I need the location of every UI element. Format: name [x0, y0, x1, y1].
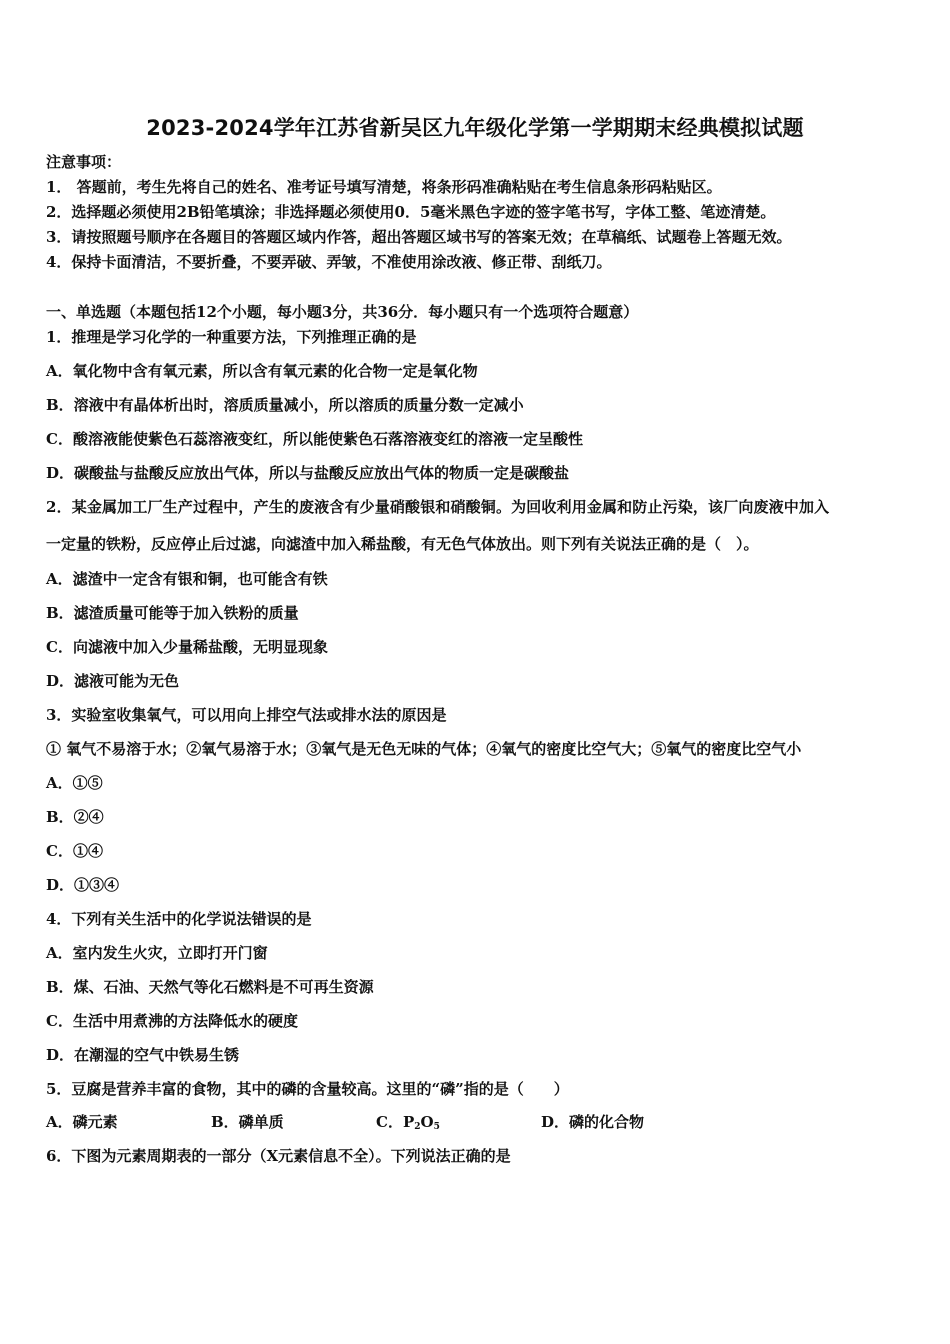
notice-item-2: 2．选择题必须使用2B铅笔填涂；非选择题必须使用0．5毫米黑色字迹的签字笔书写，字体工整、笔迹清楚。	[46, 203, 776, 221]
q3-option-d: D．①③④	[46, 876, 120, 894]
notice-item-3: 3．请按照题号顺序在各题目的答题区域内作答，超出答题区域书写的答案无效；在草稿纸、试题卷上答题无效。	[46, 228, 792, 246]
q2-stem-line2: 一定量的铁粉，反应停止后过滤，向滤渣中加入稀盐酸，有无色气体放出。则下列有关说法正确的是（ ）。	[46, 535, 759, 553]
q3-option-b: B．②④	[46, 808, 104, 826]
q3-stem: 3．实验室收集氧气，可以用向上排空气法或排水法的原因是	[46, 706, 447, 724]
page-title: 2023-2024学年江苏省新吴区九年级化学第一学期期末经典模拟试题	[146, 116, 804, 140]
q2-option-a: A．滤渣中一定含有银和铜，也可能含有铁	[46, 570, 328, 588]
q1-stem: 1．推理是学习化学的一种重要方法，下列推理正确的是	[46, 328, 417, 346]
q2-option-d: D．滤液可能为无色	[46, 672, 180, 690]
q5-options	[46, 1112, 906, 1132]
q3-facts: ① 氧气不易溶于水；②氧气易溶于水；③氧气是无色无味的气体；④氧气的密度比空气大；⑤氧气的密度比空气小	[46, 740, 802, 758]
notice-item-4: 4．保持卡面清洁，不要折叠，不要弄破、弄皱，不准使用涂改液、修正带、刮纸刀。	[46, 253, 612, 271]
q3-option-a: A．①⑤	[46, 774, 103, 792]
q1-option-d: D．碳酸盐与盐酸反应放出气体，所以与盐酸反应放出气体的物质一定是碳酸盐	[46, 464, 570, 482]
q4-option-a: A．室内发生火灾，立即打开门窗	[46, 944, 268, 962]
q1-option-b: B．溶液中有晶体析出时，溶质质量减小，所以溶质的质量分数一定减小	[46, 396, 524, 414]
q4-option-d: D．在潮湿的空气中铁易生锈	[46, 1046, 240, 1064]
q5-stem: 5．豆腐是营养丰富的食物，其中的磷的含量较高。这里的“磷”指的是（ ）	[46, 1080, 569, 1098]
q5-option-c: C．$P_2O_5$	[376, 1113, 440, 1132]
q5-option-b: B．磷单质	[211, 1113, 284, 1131]
q5-option-d: D．磷的化合物	[541, 1113, 645, 1131]
notice-heading: 注意事项：	[46, 153, 122, 171]
q4-stem: 4．下列有关生活中的化学说法错误的是	[46, 910, 312, 928]
q1-option-c: C．酸溶液能使紫色石蕊溶液变红，所以能使紫色石落溶液变红的溶液一定呈酸性	[46, 430, 583, 448]
q2-option-c: C．向滤液中加入少量稀盐酸，无明显现象	[46, 638, 328, 656]
section-heading: 一、单选题（本题包括12个小题，每小题3分，共36分．每小题只有一个选项符合题意）	[46, 303, 639, 321]
q4-option-c: C．生活中用煮沸的方法降低水的硬度	[46, 1012, 298, 1030]
q1-option-a: A．氧化物中含有氧元素，所以含有氧元素的化合物一定是氧化物	[46, 362, 478, 380]
q6-stem: 6．下图为元素周期表的一部分（X元素信息不全）。下列说法正确的是	[46, 1147, 511, 1165]
q2-option-b: B．滤渣质量可能等于加入铁粉的质量	[46, 604, 299, 622]
q4-option-b: B．煤、石油、天然气等化石燃料是不可再生资源	[46, 978, 374, 996]
q3-option-c: C．①④	[46, 842, 103, 860]
q5-option-a: A．磷元素	[46, 1113, 118, 1131]
notice-item-1: 1． 答题前，考生先将自己的姓名、准考证号填写清楚，将条形码准确粘贴在考生信息条形码粘贴区。	[46, 178, 722, 196]
q2-stem-line1: 2．某金属加工厂生产过程中，产生的废液含有少量硝酸银和硝酸铜。为回收利用金属和防止污染，该厂向废液中加入	[46, 498, 830, 516]
